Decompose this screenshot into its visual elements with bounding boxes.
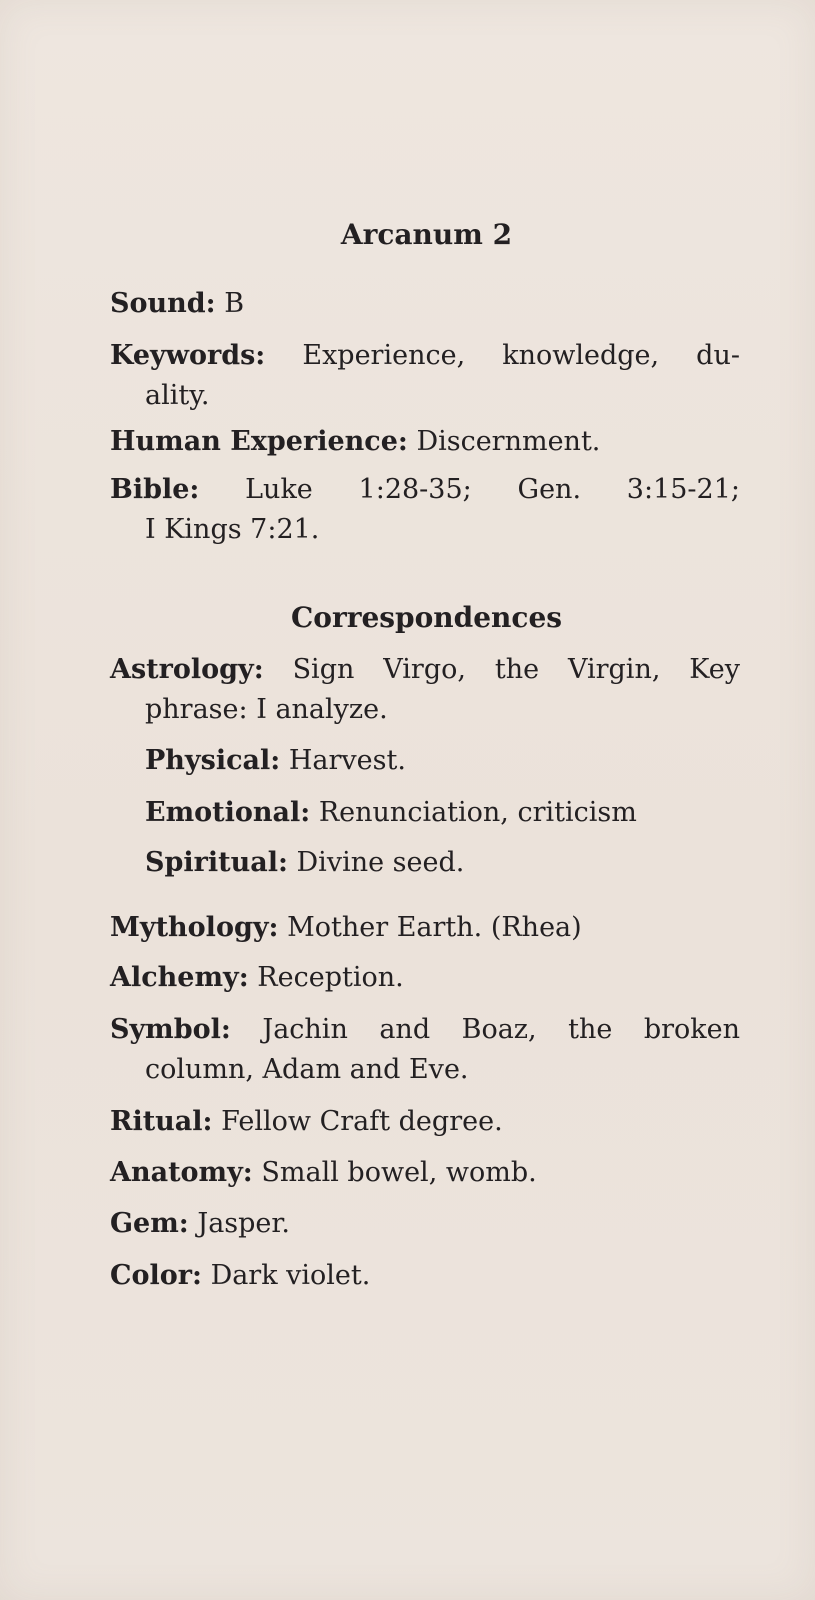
emotional-value: Renunciation, criticism — [318, 797, 637, 828]
anatomy-entry — [110, 1153, 740, 1193]
spiritual-value: Divine seed. — [296, 847, 465, 878]
astrology-value-line-2: phrase: I analyze. — [145, 694, 388, 725]
mythology-entry — [110, 908, 740, 948]
anatomy-label: Anatomy: — [110, 1157, 253, 1188]
color-value: Dark violet. — [210, 1260, 371, 1291]
sound-label: Sound: — [110, 288, 216, 319]
physical-label: Physical: — [145, 745, 281, 776]
human-experience-label: Human Experience: — [110, 426, 408, 457]
alchemy-label: Alchemy: — [110, 962, 249, 993]
anatomy-value: Small bowel, womb. — [261, 1157, 537, 1188]
emotional-entry — [145, 793, 740, 833]
gem-entry — [110, 1204, 740, 1244]
keywords-value-line-2: ality. — [145, 380, 210, 411]
physical-entry — [145, 741, 740, 781]
bible-entry — [110, 470, 740, 550]
bible-value-line-2: I Kings 7:21. — [145, 514, 320, 545]
emotional-label: Emotional: — [145, 797, 311, 828]
astrology-entry — [110, 650, 740, 730]
keywords-entry — [110, 336, 740, 416]
keywords-label: Keywords: — [110, 340, 266, 371]
alchemy-value: Reception. — [257, 962, 404, 993]
bible-line-1 — [110, 470, 740, 510]
ritual-label: Ritual: — [110, 1106, 213, 1137]
astrology-value-line-1: Sign Virgo, the Virgin, Key — [292, 654, 740, 685]
spiritual-label: Spiritual: — [145, 847, 288, 878]
color-label: Color: — [110, 1260, 202, 1291]
sound-entry — [110, 284, 740, 324]
symbol-line-1 — [110, 1010, 740, 1050]
ritual-entry — [110, 1102, 740, 1142]
mythology-label: Mythology: — [110, 912, 279, 943]
physical-value: Harvest. — [288, 745, 406, 776]
spiritual-entry — [145, 843, 740, 883]
mythology-value: Mother Earth. (Rhea) — [287, 912, 582, 943]
keywords-line-1 — [110, 336, 740, 376]
astrology-label: Astrology: — [110, 654, 264, 685]
correspondences-heading: Correspondences — [290, 601, 563, 634]
human-experience-entry — [110, 422, 740, 462]
gem-value: Jasper. — [197, 1208, 290, 1239]
bible-label: Bible: — [110, 474, 200, 505]
page-title: Arcanum 2 — [340, 218, 513, 251]
symbol-entry — [110, 1010, 740, 1090]
color-entry — [110, 1256, 740, 1296]
human-experience-value: Discernment. — [416, 426, 601, 457]
bible-value-line-1: Luke 1:28-35; Gen. 3:15-21; — [245, 474, 740, 505]
alchemy-entry — [110, 958, 740, 998]
ritual-value: Fellow Craft degree. — [221, 1106, 503, 1137]
symbol-value-line-1: Jachin and Boaz, the broken — [262, 1014, 740, 1045]
sound-value: B — [224, 288, 245, 319]
gem-label: Gem: — [110, 1208, 189, 1239]
astrology-line-1 — [110, 650, 740, 690]
keywords-value-line-1: Experience, knowledge, du- — [302, 340, 740, 371]
symbol-value-line-2: column, Adam and Eve. — [145, 1054, 469, 1085]
symbol-label: Symbol: — [110, 1014, 231, 1045]
